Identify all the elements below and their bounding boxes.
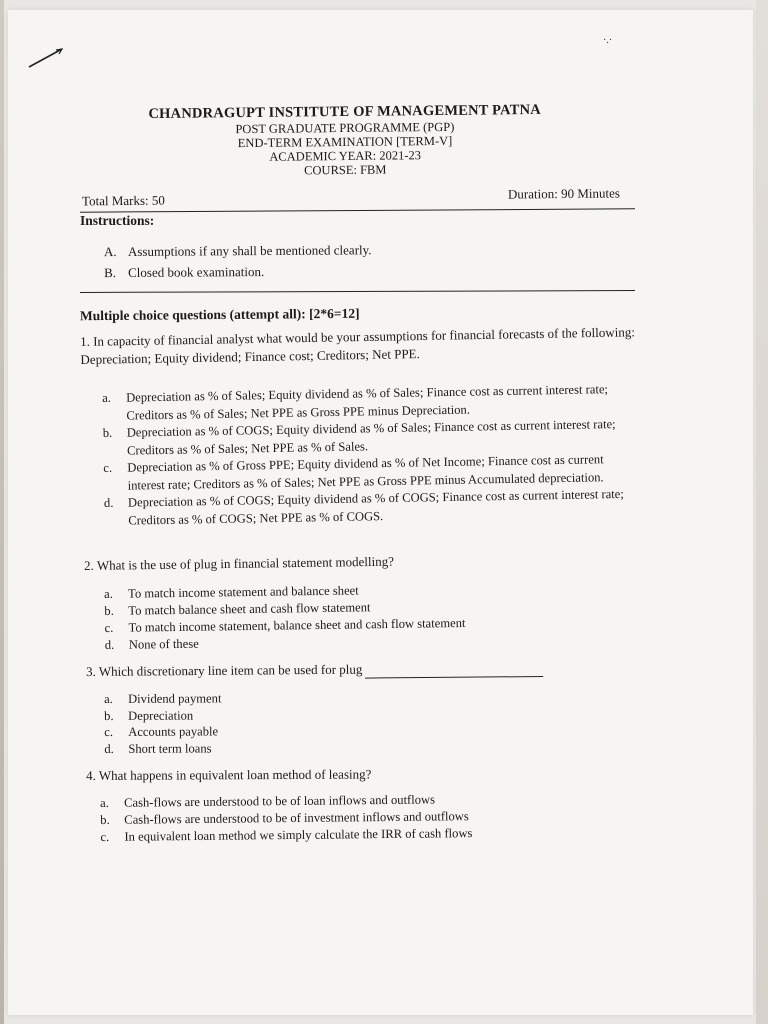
option-a — [104, 689, 404, 707]
question-2-text: 2. What is the use of plug in financial statement modelling? — [84, 553, 395, 573]
option-label: c. — [104, 620, 114, 635]
page-edge-left — [0, 0, 4, 1024]
option-b — [104, 706, 404, 724]
option-label: c. — [104, 724, 114, 739]
total-marks: Total Marks: 50 — [81, 192, 165, 209]
option-text: Cash-flows are understood to be of investment inflows and outflows — [124, 809, 469, 827]
option-label: d. — [104, 741, 114, 756]
academic-year: ACADEMIC YEAR: 2021-23 — [269, 148, 422, 164]
question-1-text: 1. In capacity of financial analyst what would be your assumptions for financial forecasts of the following: Depreciation; Equity dividend; Finance cost; Creditors; Net PPE. — [80, 324, 636, 367]
instructions-title: Instructions: — [80, 213, 155, 228]
option-label: a. — [104, 586, 113, 601]
instruction-text: Assumptions if any shall be mentioned clearly. — [127, 242, 372, 259]
option-c — [104, 722, 404, 740]
option-label: b. — [100, 812, 110, 827]
instruction-label: B. — [104, 265, 117, 281]
programme-name: POST GRADUATE PROGRAMME (PGP) — [235, 119, 455, 137]
answer-blank-line — [365, 664, 543, 679]
section-title: Multiple choice questions (attempt all): [2*6=12] — [79, 305, 360, 324]
option-text: Depreciation — [128, 708, 194, 723]
option-text: Dividend payment — [128, 691, 222, 706]
question-2-options — [104, 580, 525, 654]
option-text: In equivalent loan method we simply calculate the IRR of cash flows — [124, 826, 473, 844]
pen-stroke-mark — [28, 46, 64, 70]
option-label: c. — [100, 829, 110, 844]
exam-name: END-TERM EXAMINATION [TERM-V] — [237, 133, 453, 151]
question-4-text: 4. What happens in equivalent loan method of leasing? — [86, 766, 372, 783]
option-label: b. — [104, 708, 114, 723]
exam-duration: Duration: 90 Minutes — [507, 185, 621, 202]
option-text: Cash-flows are understood to be of loan inflows and outflows — [124, 792, 436, 810]
question-3-text: 3. Which discretionary line item can be used for plug — [86, 661, 363, 679]
option-text: Depreciation as % of Gross PPE; Equity dividend as % of Net Income; Finance cost as current interest rate; Creditors as % of Sales; Net PPE as Gross PPE minus Accumulated depreciation. — [127, 452, 604, 493]
option-label: c. — [103, 460, 113, 475]
option-label: b. — [102, 425, 113, 440]
option-label: b. — [104, 603, 114, 618]
option-text: To match income statement, balance sheet and cash flow statement — [128, 615, 466, 635]
page-edge-right — [756, 0, 768, 1024]
course-name: COURSE: FBM — [304, 162, 387, 178]
option-text: Depreciation as % of COGS; Equity dividend as % of Sales; Finance cost as current interest rate; Creditors as % of Sales; Net PPE as % of Sales. — [126, 417, 616, 458]
ink-specks: ·.· — [603, 35, 613, 46]
institute-name: CHANDRAGUPT INSTITUTE OF MANAGEMENT PATNA — [148, 101, 542, 123]
option-label: d. — [104, 637, 115, 652]
option-label: a. — [100, 795, 109, 810]
instructions-list — [104, 239, 424, 283]
option-text: None of these — [128, 636, 199, 652]
option-text: Short term loans — [128, 740, 212, 756]
option-text: To match balance sheet and cash flow statement — [128, 600, 371, 618]
option-d — [104, 739, 404, 757]
instruction-label: A. — [103, 244, 117, 260]
option-text: Depreciation as % of COGS; Equity dividend as % of COGS; Finance cost as current interest rate; Creditors as % of COGS; Net PPE as % of COGS. — [127, 486, 624, 528]
option-text: To match income statement and balance sheet — [128, 583, 359, 601]
instruction-item — [104, 239, 424, 262]
question-1-options — [102, 381, 624, 530]
exam-header — [140, 102, 551, 179]
instruction-text: Closed book examination. — [128, 263, 265, 280]
option-label: a. — [104, 691, 113, 706]
option-label: d. — [103, 495, 114, 510]
option-text: Depreciation as % of Sales; Equity dividend as % of Sales; Finance cost as current interest rate; Creditors as % of Sales; Net PPE as Gross PPE minus Depreciation. — [126, 382, 609, 423]
option-label: a. — [102, 390, 112, 405]
question-4-options — [100, 790, 541, 846]
option-text: Accounts payable — [128, 724, 219, 739]
question-3-options — [104, 689, 404, 757]
instruction-item — [104, 260, 424, 283]
